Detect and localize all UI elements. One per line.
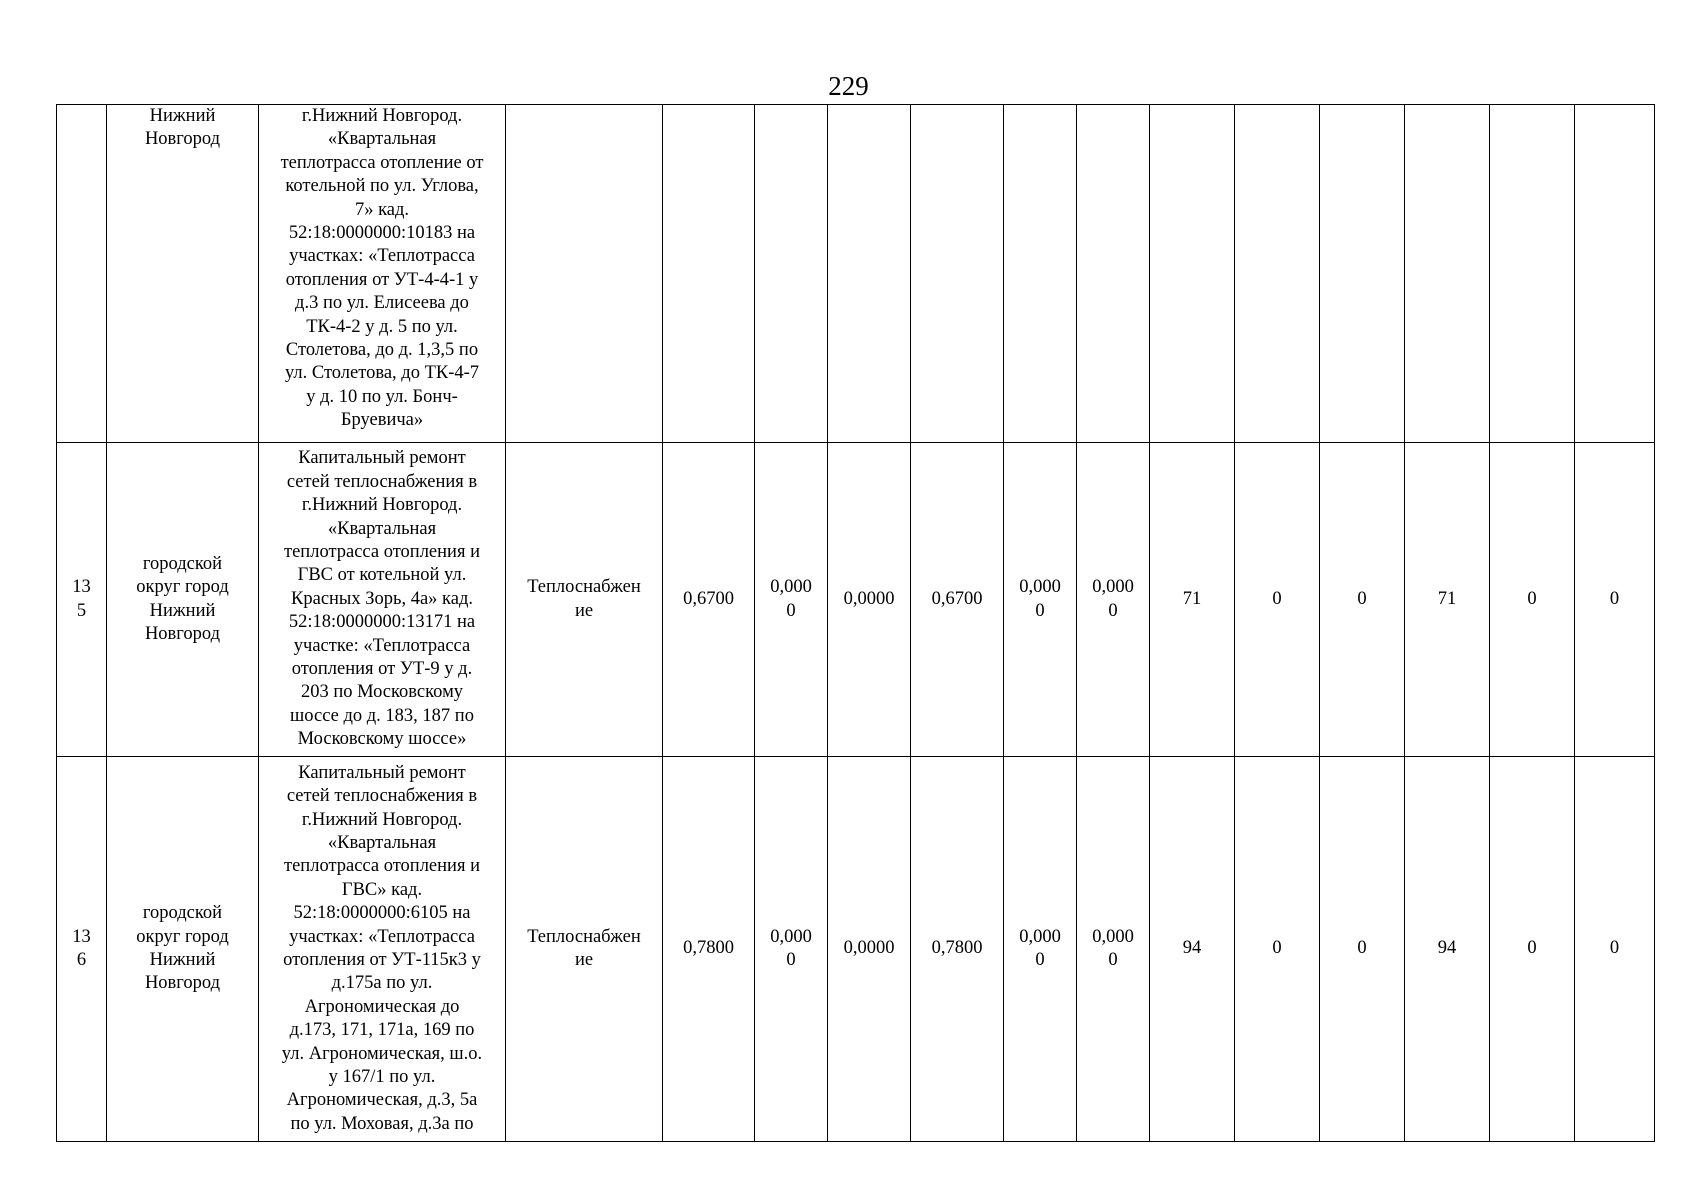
count-cell bbox=[1575, 105, 1655, 443]
table-row bbox=[57, 443, 1655, 757]
value-cell bbox=[1077, 105, 1150, 443]
category-cell: Теплоснабжен ие bbox=[506, 443, 663, 757]
page-number: 229 bbox=[828, 71, 869, 101]
value-cell: 0,7800 bbox=[663, 757, 755, 1142]
category-cell bbox=[506, 105, 663, 443]
count-cell: 71 bbox=[1405, 443, 1490, 757]
count-cell: 0 bbox=[1490, 757, 1575, 1142]
value-cell bbox=[828, 105, 911, 443]
count-cell: 0 bbox=[1320, 443, 1405, 757]
row-number-cell bbox=[57, 105, 107, 443]
description-cell: Капитальный ремонт сетей теплоснабжения в г.Нижний Новгород. «Квартальная теплотрасса отопления и ГВС» кад. 52:18:0000000:6105 на участках: «Теплотрасса отопления от УТ-115к3 у д.175а по ул. Агрономическая до д.173, 171, 171а, 169 по ул. Агрономическая, ш.о. у 167/1 по ул. Агрономическая, д.3, 5а по ул. Моховая, д.3а по bbox=[259, 757, 506, 1142]
count-cell: 0 bbox=[1575, 443, 1655, 757]
count-cell: 94 bbox=[1405, 757, 1490, 1142]
value-cell: 0,7800 bbox=[911, 757, 1004, 1142]
description-cell: Капитальный ремонт сетей теплоснабжения в г.Нижний Новгород. «Квартальная теплотрасса отопления и ГВС от котельной ул. Красных Зорь, 4а» кад. 52:18:0000000:13171 на участке: «Теплотрасса отопления от УТ-9 у д. 203 по Московскому шоссе до д. 183, 187 по Московскому шоссе» bbox=[259, 443, 506, 757]
description-cell: г.Нижний Новгород. «Квартальная теплотрасса отопление от котельной по ул. Углова, 7» кад. 52:18:0000000:10183 на участках: «Теплотрасса отопления от УТ-4-4-1 у д.3 по ул. Елисеева до ТК-4-2 у д. 5 по ул. Столетова, до д. 1,3,5 по ул. Столетова, до ТК-4-7 у д. 10 по ул. Бонч- Бруевича» bbox=[259, 105, 506, 443]
value-cell bbox=[911, 105, 1004, 443]
row-number-cell: 13 5 bbox=[57, 443, 107, 757]
count-cell: 0 bbox=[1320, 757, 1405, 1142]
value-cell: 0,000 0 bbox=[1004, 757, 1077, 1142]
value-cell: 0,000 0 bbox=[755, 443, 828, 757]
value-cell: 0,000 0 bbox=[755, 757, 828, 1142]
count-cell bbox=[1405, 105, 1490, 443]
municipality-cell: городской округ город Нижний Новгород bbox=[107, 757, 259, 1142]
category-cell: Теплоснабжен ие bbox=[506, 757, 663, 1142]
value-cell: 0,6700 bbox=[663, 443, 755, 757]
count-cell bbox=[1235, 105, 1320, 443]
row-number-cell: 13 6 bbox=[57, 757, 107, 1142]
municipality-cell: Нижний Новгород bbox=[107, 105, 259, 443]
value-cell: 0,0000 bbox=[828, 443, 911, 757]
count-cell: 0 bbox=[1490, 443, 1575, 757]
value-cell bbox=[663, 105, 755, 443]
count-cell: 0 bbox=[1235, 443, 1320, 757]
table-row bbox=[57, 757, 1655, 1142]
value-cell: 0,000 0 bbox=[1077, 757, 1150, 1142]
value-cell: 0,000 0 bbox=[1004, 443, 1077, 757]
count-cell bbox=[1150, 105, 1235, 443]
count-cell: 71 bbox=[1150, 443, 1235, 757]
municipality-cell: городской округ город Нижний Новгород bbox=[107, 443, 259, 757]
value-cell bbox=[1004, 105, 1077, 443]
count-cell: 94 bbox=[1150, 757, 1235, 1142]
value-cell bbox=[755, 105, 828, 443]
count-cell: 0 bbox=[1575, 757, 1655, 1142]
program-table bbox=[56, 104, 1655, 1142]
count-cell: 0 bbox=[1235, 757, 1320, 1142]
value-cell: 0,0000 bbox=[828, 757, 911, 1142]
table-row bbox=[57, 105, 1655, 443]
count-cell bbox=[1490, 105, 1575, 443]
value-cell: 0,000 0 bbox=[1077, 443, 1150, 757]
count-cell bbox=[1320, 105, 1405, 443]
value-cell: 0,6700 bbox=[911, 443, 1004, 757]
